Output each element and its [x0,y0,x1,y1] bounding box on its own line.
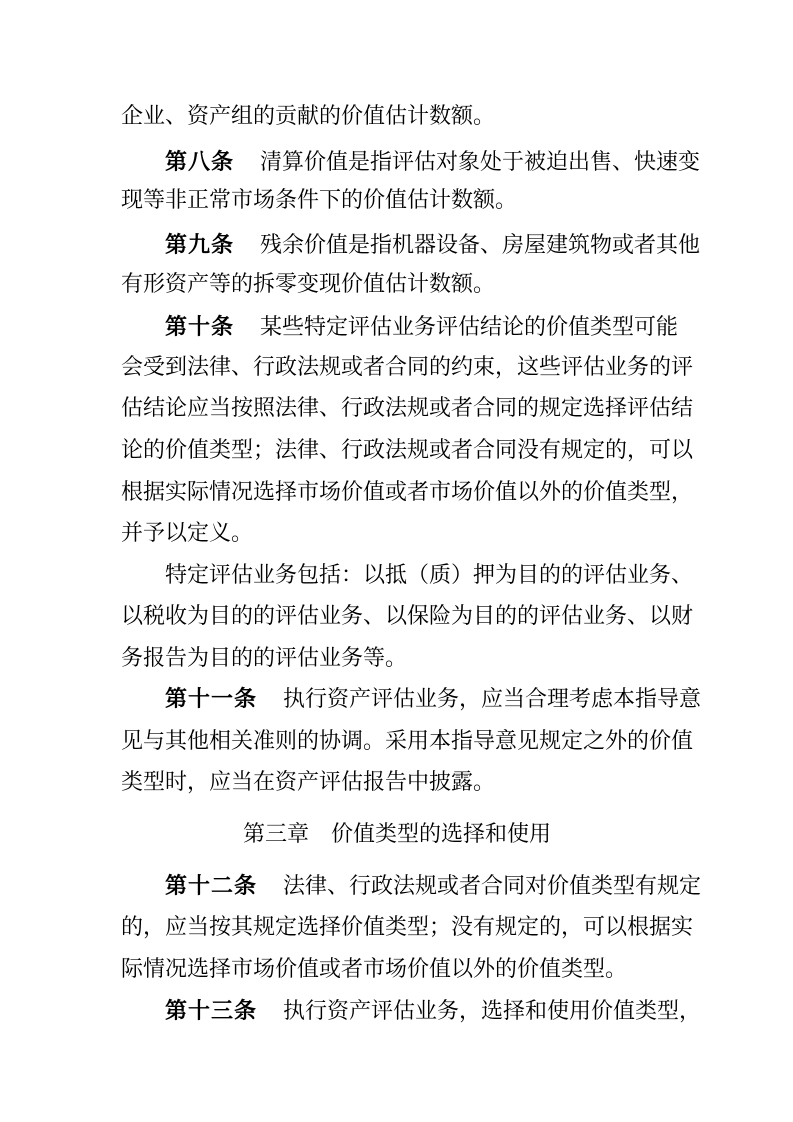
article-11-line-3: 类型时，应当在资产评估报告中披露。 [121,770,496,795]
article-12-line-3: 际情况选择市场价值或者市场价值以外的价值类型。 [121,957,628,982]
article-8-line-2: 现等非正常市场条件下的价值估计数额。 [121,188,518,213]
article-10-line-3: 估结论应当按照法律、行政法规或者合同的规定选择评估结 [121,396,694,421]
article-11-line-2: 见与其他相关准则的协调。采用本指导意见规定之外的价值 [121,729,694,754]
article-11-line-1 [165,683,702,717]
article-10-line-5: 根据实际情况选择市场价值或者市场价值以外的价值类型， [121,480,694,505]
article-13-number: 第十三条 [165,999,258,1024]
article-9-number: 第九条 [165,233,235,258]
article-8-number: 第八条 [165,150,235,175]
article-9-line-1 [165,229,701,263]
article-9-text: 残余价值是指机器设备、房屋建筑物或者其他 [260,233,701,258]
article-11-number: 第十一条 [165,687,258,712]
article-10-para2-line-3: 务报告为目的的评估业务等。 [121,646,408,671]
article-9-line-2: 有形资产等的拆零变现价值估计数额。 [121,272,496,297]
article-10-line-6: 并予以定义。 [121,521,254,546]
article-12-line-1 [165,870,702,904]
article-11-text: 执行资产评估业务，应当合理考虑本指导意 [283,687,702,712]
paragraph-line: 企业、资产组的贡献的价值估计数额。 [121,104,496,129]
article-10-para2-line-2: 以税收为目的的评估业务、以保险为目的的评估业务、以财 [121,604,694,629]
article-10-line-1 [165,311,679,345]
article-8-text: 清算价值是指评估对象处于被迫出售、快速变 [260,150,701,175]
chapter-title: 价值类型的选择和使用 [331,822,552,847]
article-12-number: 第十二条 [165,874,258,899]
article-10-line-2: 会受到法律、行政法规或者合同的约束，这些评估业务的评 [121,355,694,380]
article-8-line-1 [165,146,701,180]
article-10-line-4: 论的价值类型；法律、行政法规或者合同没有规定的，可以 [121,438,694,463]
article-12-line-2: 的，应当按其规定选择价值类型；没有规定的，可以根据实 [121,915,694,940]
chapter-heading [121,817,673,853]
article-13-line-1 [165,995,702,1029]
article-10-number: 第十条 [165,315,235,340]
article-12-text: 法律、行政法规或者合同对价值类型有规定 [283,874,702,899]
article-10-text: 某些特定评估业务评估结论的价值类型可能 [260,315,679,340]
article-13-text: 执行资产评估业务，选择和使用价值类型， [283,999,702,1024]
chapter-label: 第三章 [242,822,309,847]
article-10-para2-line-1: 特定评估业务包括：以抵（质）押为目的的评估业务、 [165,563,694,588]
